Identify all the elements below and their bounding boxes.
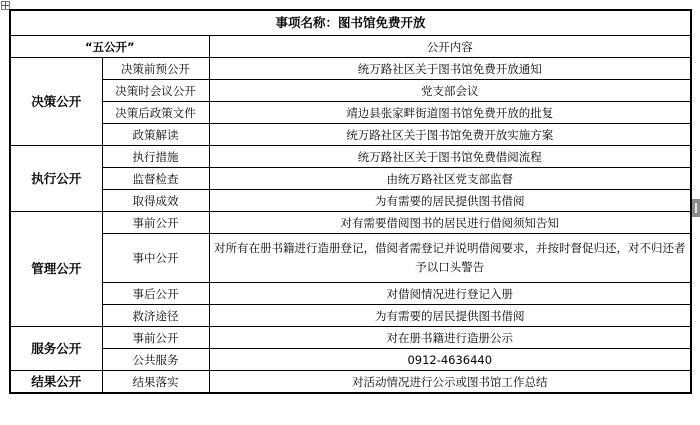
table-resize-handle-icon[interactable] bbox=[692, 199, 700, 217]
content-cell: 为有需要的居民提供图书借阅 bbox=[209, 305, 691, 327]
content-cell: 党支部会议 bbox=[209, 80, 691, 102]
category-result: 结果公开 bbox=[10, 371, 102, 394]
category-service: 服务公开 bbox=[10, 327, 102, 371]
content-cell: 0912-4636440 bbox=[209, 349, 691, 371]
table-row bbox=[10, 58, 691, 80]
item-cell: 事后公开 bbox=[102, 283, 209, 305]
page-title: 事项名称：图书馆免费开放 bbox=[10, 10, 691, 36]
content-cell: 靖边县张家畔街道图书馆免费开放的批复 bbox=[209, 102, 691, 124]
item-cell: 结果落实 bbox=[102, 371, 209, 394]
item-cell: 政策解读 bbox=[102, 124, 209, 146]
item-cell: 决策后政策文件 bbox=[102, 102, 209, 124]
table-row bbox=[10, 80, 691, 102]
item-cell: 救济途径 bbox=[102, 305, 209, 327]
table-row bbox=[10, 124, 691, 146]
table-row bbox=[10, 371, 691, 394]
item-cell: 事前公开 bbox=[102, 327, 209, 349]
item-cell: 监督检查 bbox=[102, 168, 209, 190]
table-row bbox=[10, 168, 691, 190]
content-cell: 对借阅情况进行登记入册 bbox=[209, 283, 691, 305]
item-cell: 取得成效 bbox=[102, 190, 209, 212]
item-cell: 事前公开 bbox=[102, 212, 209, 234]
table-row bbox=[10, 305, 691, 327]
content-header: 公开内容 bbox=[209, 36, 691, 58]
content-cell: 对活动情况进行公示或图书馆工作总结 bbox=[209, 371, 691, 394]
content-cell: 统万路社区关于图书馆免费开放通知 bbox=[209, 58, 691, 80]
category-decision: 决策公开 bbox=[10, 58, 102, 146]
table-row bbox=[10, 234, 691, 283]
content-cell: 为有需要的居民提供图书借阅 bbox=[209, 190, 691, 212]
content-cell: 由统万路社区党支部监督 bbox=[209, 168, 691, 190]
table-row bbox=[10, 283, 691, 305]
table-row bbox=[10, 146, 691, 168]
category-execution: 执行公开 bbox=[10, 146, 102, 212]
content-cell: 对所有在册书籍进行造册登记，借阅者需登记并说明借阅要求，并按时督促归还，对不归还者予以口头警告 bbox=[209, 234, 691, 283]
item-cell: 执行措施 bbox=[102, 146, 209, 168]
item-cell: 公共服务 bbox=[102, 349, 209, 371]
table-row bbox=[10, 190, 691, 212]
content-cell: 对在册书籍进行造册公示 bbox=[209, 327, 691, 349]
table-row bbox=[10, 212, 691, 234]
content-cell: 统万路社区关于图书馆免费开放实施方案 bbox=[209, 124, 691, 146]
content-cell: 对有需要借阅图书的居民进行借阅须知告知 bbox=[209, 212, 691, 234]
item-cell: 事中公开 bbox=[102, 234, 209, 283]
table-row bbox=[10, 349, 691, 371]
five-open-header: “五公开” bbox=[10, 36, 209, 58]
table-row bbox=[10, 327, 691, 349]
category-management: 管理公开 bbox=[10, 212, 102, 327]
content-cell: 统万路社区关于图书馆免费借阅流程 bbox=[209, 146, 691, 168]
item-cell: 决策时会议公开 bbox=[102, 80, 209, 102]
item-cell: 决策前预公开 bbox=[102, 58, 209, 80]
table-row bbox=[10, 102, 691, 124]
disclosure-table bbox=[9, 9, 692, 394]
